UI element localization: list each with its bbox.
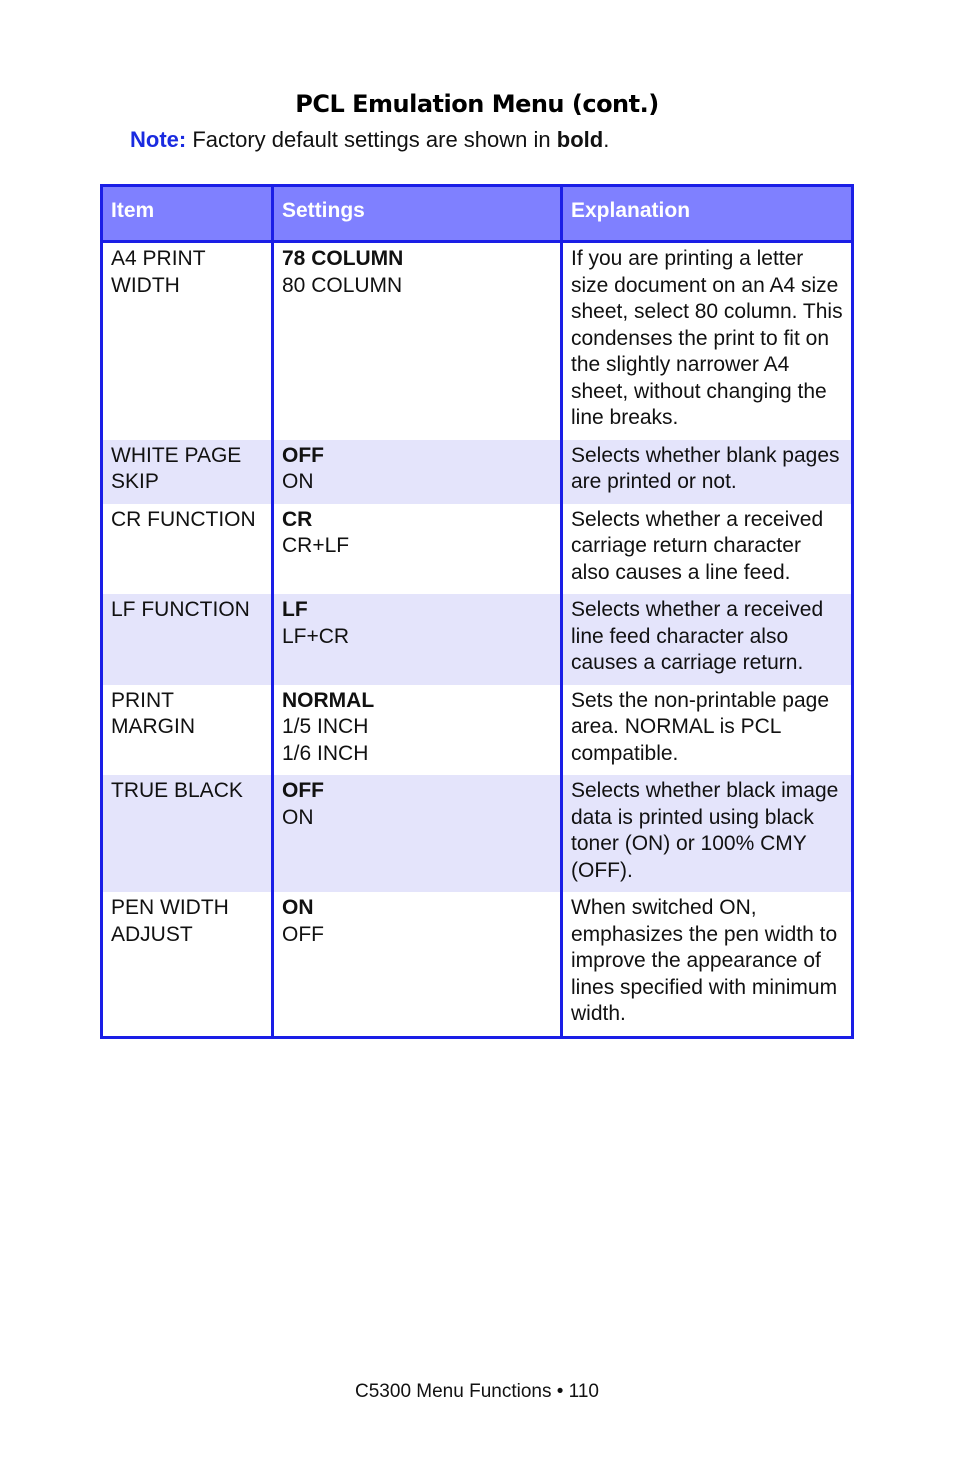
item-name: A4 PRINT WIDTH	[111, 247, 206, 297]
explanation-cell: When switched ON, emphasizes the pen width to improve the appearance of lines specified with minimum width.	[562, 892, 853, 1037]
explanation-cell: Selects whether black image data is printed using black toner (ON) or 100% CMY (OFF).	[562, 775, 853, 892]
explanation-cell: If you are printing a letter size document on an A4 size sheet, select 80 column. This condenses the print to fit on the slightly narrower A4 sheet, without changing the line breaks.	[562, 242, 853, 440]
item-cell	[102, 504, 273, 595]
default-setting: LF	[282, 598, 308, 621]
setting-option: 80 COLUMN	[282, 273, 403, 297]
item-name: TRUE BLACK	[111, 779, 243, 802]
settings-cell	[273, 775, 562, 892]
setting-option: ON	[282, 805, 314, 829]
item-cell	[102, 594, 273, 685]
item-cell	[102, 242, 273, 440]
default-setting: NORMAL	[282, 688, 375, 712]
settings-cell	[273, 440, 562, 504]
table-row	[102, 685, 853, 776]
table-row	[102, 242, 853, 440]
item-name: PEN WIDTH ADJUST	[111, 896, 229, 946]
note-text: Factory default settings are shown in	[186, 127, 557, 152]
table-row	[102, 504, 853, 595]
setting-option: 1/6 INCH	[282, 741, 369, 765]
item-cell	[102, 775, 273, 892]
header-explanation: Explanation	[562, 186, 853, 242]
setting-option: OFF	[282, 922, 324, 946]
note-end: .	[603, 127, 610, 152]
note-line	[130, 127, 609, 153]
item-cell	[102, 685, 273, 776]
default-setting: CR	[282, 507, 313, 531]
settings-cell	[273, 892, 562, 1037]
explanation-cell: Selects whether a received carriage return character also causes a line feed.	[562, 504, 853, 595]
setting-option: CR+LF	[282, 534, 350, 557]
setting-option: ON	[282, 470, 314, 493]
settings-cell	[273, 685, 562, 776]
item-name: LF FUNCTION	[111, 598, 250, 621]
item-cell	[102, 892, 273, 1037]
settings-cell	[273, 242, 562, 440]
settings-cell	[273, 504, 562, 595]
page-footer: C5300 Menu Functions • 110	[355, 1381, 599, 1402]
item-name: WHITE PAGE SKIP	[111, 443, 242, 493]
header-item: Item	[102, 186, 273, 242]
explanation-cell: Sets the non-printable page area. NORMAL is PCL compatible.	[562, 685, 853, 776]
table-row	[102, 440, 853, 504]
note-label: Note:	[130, 127, 187, 152]
item-cell	[102, 440, 273, 504]
default-setting: 78 COLUMN	[282, 247, 404, 270]
setting-option: 1/5 INCH	[282, 715, 369, 738]
default-setting: OFF	[282, 443, 324, 467]
table-row	[102, 775, 853, 892]
table-header-row	[102, 186, 853, 242]
setting-option: LF+CR	[282, 624, 350, 648]
explanation-cell: Selects whether blank pages are printed or not.	[562, 440, 853, 504]
explanation-cell: Selects whether a received line feed character also causes a carriage return.	[562, 594, 853, 685]
table-row	[102, 892, 853, 1037]
table-row	[102, 594, 853, 685]
table-body	[102, 242, 853, 1038]
page-title: PCL Emulation Menu (cont.)	[295, 90, 659, 118]
menu-table	[100, 184, 854, 1039]
default-setting: ON	[282, 896, 314, 919]
default-setting: OFF	[282, 779, 324, 802]
item-name: CR FUNCTION	[111, 507, 256, 531]
note-bold-word: bold	[556, 127, 604, 152]
settings-cell	[273, 594, 562, 685]
item-name: PRINT MARGIN	[111, 688, 195, 738]
header-settings: Settings	[273, 186, 562, 242]
